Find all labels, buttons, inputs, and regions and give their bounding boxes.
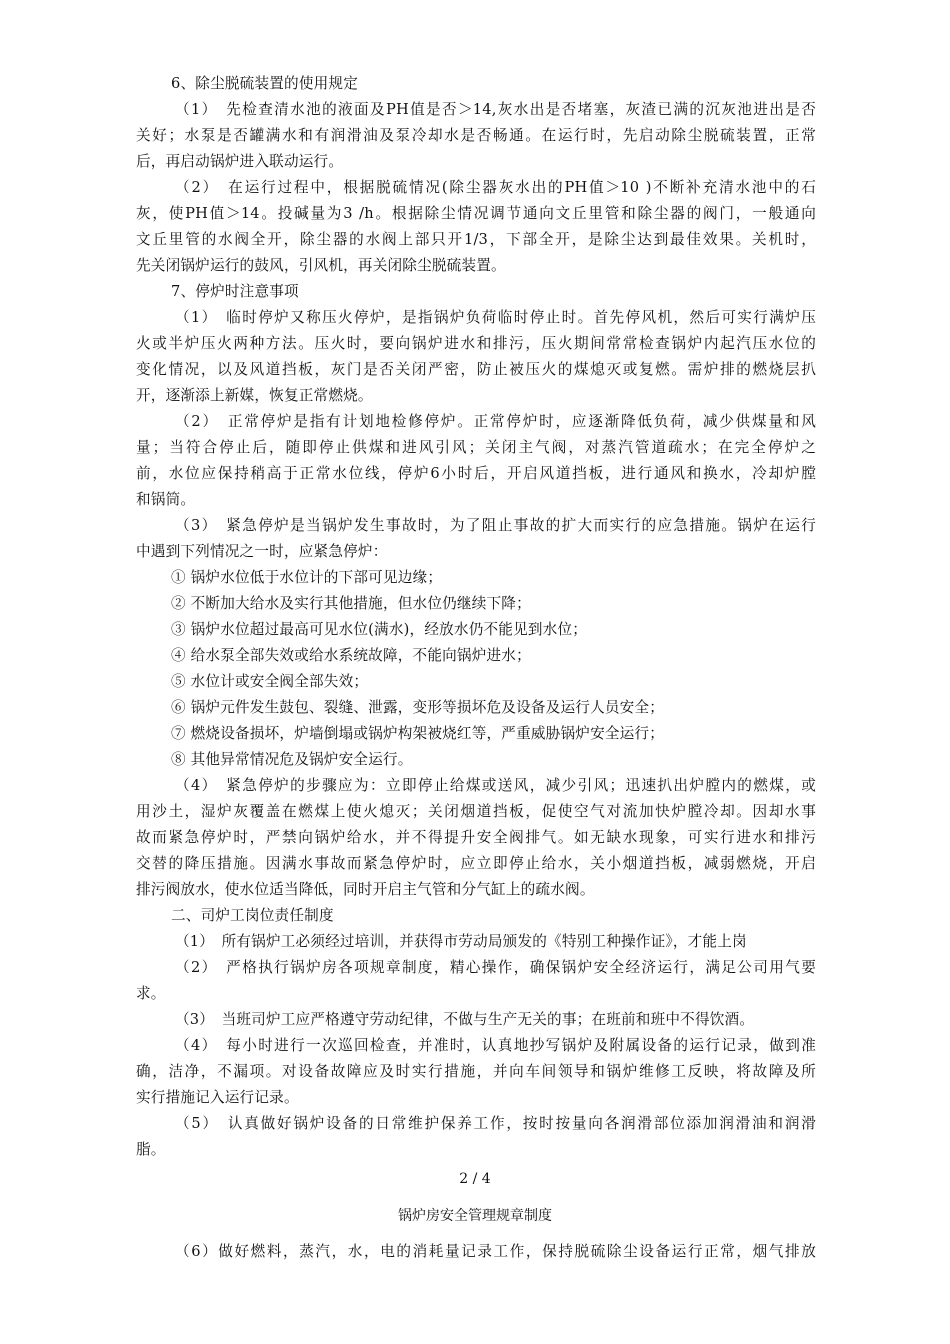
paragraph-line: 量；当符合停止后，随即停止供煤和进风引风；关闭主气阀，对蒸汽管道疏水；在完全停炉之 [136,439,816,456]
paragraph-line: 关好；水泵是否罐满水和有润滑油及泵冷却水是否畅通。在运行时，先启动除尘脱硫装置，正常 [136,127,816,144]
next-page-line: （6）做好燃料，蒸汽，水，电的消耗量记录工作，保持脱硫除尘设备运行正常，烟气排放 [175,1243,816,1260]
running-header: 锅炉房安全管理规章制度 [398,1208,552,1224]
paragraph-line: （2） 严格执行锅炉房各项规章制度，精心操作，确保锅炉安全经济运行，满足公司用气要 [175,959,816,976]
list-item: ④ 给水泵全部失效或给水系统故障，不能向锅炉进水； [171,647,531,664]
paragraph-line: 先关闭锅炉运行的鼓风，引风机，再关闭除尘脱硫装置。 [136,257,506,274]
paragraph-line: （5） 认真做好锅炉设备的日常维护保养工作，按时按量向各润滑部位添加润滑油和润滑 [175,1115,816,1132]
paragraph-line: 中遇到下列情况之一时，应紧急停炉： [136,543,388,560]
paragraph-line: （1） 临时停炉又称压火停炉，是指锅炉负荷临时停止时。首先停风机，然后可实行满炉压 [175,309,816,326]
paragraph-line: （3） 紧急停炉是当锅炉发生事故时，为了阻止事故的扩大而实行的应急措施。锅炉在运行 [175,517,816,534]
paragraph-line: 实行措施记入运行记录。 [136,1089,299,1106]
paragraph-line: （4） 紧急停炉的步骤应为：立即停止给煤或送风，减少引风；迅速扒出炉膛内的燃煤，或 [175,777,816,794]
paragraph-line: 交替的降压措施。因满水事故而紧急停炉时，应立即停止给水，关小烟道挡板，减弱燃烧，开启 [136,855,816,872]
paragraph-line: 灰，使PH值＞14。投碱量为3 /h。根据除尘情况调节通向文丘里管和除尘器的阀门，一般通向 [136,205,816,222]
paragraph-line: （1） 先检查清水池的液面及PH值是否＞14,灰水出是否堵塞，灰渣已满的沉灰池进出是否 [175,101,816,118]
list-item: ② 不断加大给水及实行其他措施，但水位仍继续下降； [171,595,531,612]
paragraph-line: 前，水位应保持稍高于正常水位线，停炉6小时后，开启风道挡板，进行通风和换水，冷却炉膛 [136,465,816,482]
section-heading-2: 二、司炉工岗位责任制度 [171,907,334,924]
paragraph-line: 求。 [136,985,166,1002]
paragraph-line: （2） 正常停炉是指有计划地检修停炉。正常停炉时，应逐渐降低负荷，减少供煤量和风 [175,413,816,430]
paragraph-line: 排污阀放水，使水位适当降低，同时开启主气管和分气缸上的疏水阀。 [136,881,595,898]
list-item: ⑤ 水位计或安全阀全部失效； [171,673,369,690]
list-item: ⑧ 其他异常情况危及锅炉安全运行。 [171,751,413,768]
list-item: ⑦ 燃烧设备损坏，炉墙倒塌或锅炉构架被烧红等，严重威胁锅炉安全运行； [171,725,665,742]
paragraph-line: （1） 所有锅炉工必须经过培训，并获得市劳动局颁发的《特别工种操作证》，才能上岗 [175,933,747,950]
paragraph-line: 开，逐渐添上新媒，恢复正常燃烧。 [136,387,373,404]
paragraph-line: 用沙土，湿炉灰覆盖在燃煤上使火熄灭；关闭烟道挡板，促使空气对流加快炉膛冷却。因却水事 [136,803,816,820]
paragraph-line: 后，再启动锅炉进入联动运行。 [136,153,344,170]
paragraph-line: 确，洁净，不漏项。对设备故障应及时实行措施，并向车间领导和锅炉维修工反映，将故障及所 [136,1063,816,1080]
paragraph-line: 文丘里管的水阀全开，除尘器的水阀上部只开1/3，下部全开，是除尘达到最佳效果。关机时， [136,231,816,248]
list-item: ① 锅炉水位低于水位计的下部可见边缘； [171,569,443,586]
paragraph-line: 和锅筒。 [136,491,196,508]
paragraph-line: 火或半炉压火两种方法。压火时，要向锅炉进水和排污，压火期间常常检查锅炉内起汽压水位的 [136,335,816,352]
paragraph-line: （3） 当班司炉工应严格遵守劳动纪律，不做与生产无关的事；在班前和班中不得饮酒。 [175,1011,755,1028]
list-item: ⑥ 锅炉元件发生鼓包、裂缝、泄露，变形等损坏危及设备及运行人员安全； [171,699,665,716]
paragraph-line: （4） 每小时进行一次巡回检查，并准时，认真地抄写锅炉及附属设备的运行记录，做到准 [175,1037,816,1054]
paragraph-line: 故而紧急停炉时，严禁向锅炉给水，并不得提升安全阀排气。如无缺水现象，可实行进水和排污 [136,829,816,846]
paragraph-line: 变化情况，以及风道挡板，灰门是否关闭严密，防止被压火的煤熄灭或复燃。需炉排的燃烧层扒 [136,361,816,378]
paragraph-line: 脂。 [136,1141,166,1158]
section-heading-6: 6、除尘脱硫装置的使用规定 [171,75,359,92]
page-number: 2 / 4 [459,1171,491,1187]
paragraph-line: （2） 在运行过程中，根据脱硫情况(除尘器灰水出的PH值＞10 )不断补充清水池中的石 [175,179,816,196]
list-item: ③ 锅炉水位超过最高可见水位(满水)，经放水仍不能见到水位； [171,621,588,638]
section-heading-7: 7、停炉时注意事项 [171,283,299,300]
